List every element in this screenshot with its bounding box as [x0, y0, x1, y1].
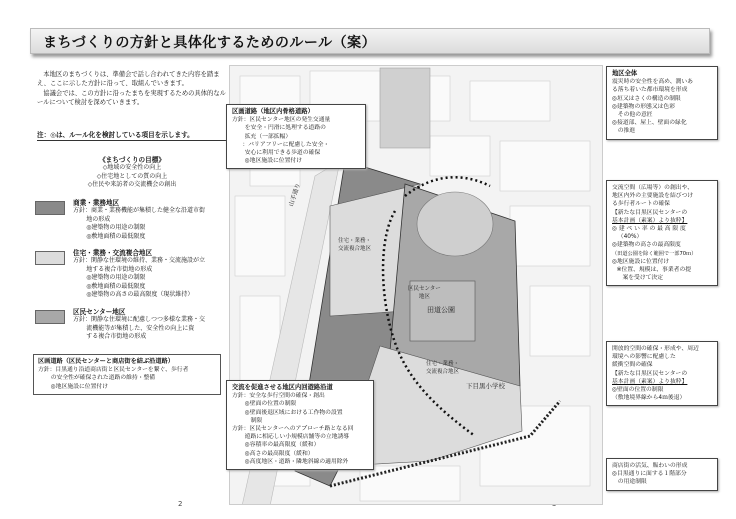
- callout-shopping: [606, 458, 718, 491]
- road-box-title: 区画道路（区民センターと商店街を結ぶ沿道路）: [38, 358, 174, 365]
- zone-line: ◎敷地面積の最低限度: [86, 232, 146, 240]
- callout-line: ◎目黒通りに面する１階部分: [612, 471, 687, 478]
- road-box-shopping: [33, 354, 221, 395]
- callout-line: 基本計画（素案）より抜粋】: [612, 378, 688, 385]
- callout-line: （敷地境界線から4ｍ後退）: [612, 395, 686, 402]
- intro-paragraph-2: 協議会では、この方針に沿ったまちを実現するための具体的なルールについて検討を深めていきます。: [37, 89, 226, 107]
- callout-line: ◎高さの最高限度（緩和）: [244, 450, 314, 457]
- zone-swatch: [35, 251, 65, 265]
- callout-title: 地区全体: [612, 70, 638, 77]
- callout-line: ◎容積率の最高限度（緩和）: [244, 442, 320, 449]
- map-label-mixed-north: 住宅・業務・ 交流複合地区: [338, 238, 372, 252]
- map-label-den-park: 田道公園: [427, 306, 455, 314]
- callout-line: ◎建築物の形態又は色彩: [612, 103, 676, 110]
- page-number-left: 2: [178, 500, 183, 508]
- zone-title: 区民センター地区: [73, 308, 126, 316]
- map-plaza-circle: [417, 192, 493, 256]
- zone-title: 商業・業務地区: [73, 199, 120, 207]
- callout-line: 地区内外の主要施設を結びつけ: [612, 193, 694, 200]
- callout-line: る歩行者ルートの確保: [612, 201, 670, 208]
- road-box-line: の安全性が確保された道路の維持・整備: [50, 375, 156, 382]
- callout-line: ◎ 建 ぺ い 率 の 最 高 限 度: [612, 226, 686, 233]
- callout-line: （40%）: [617, 234, 643, 241]
- title-bar: [30, 28, 710, 54]
- callout-road-inner: [226, 104, 366, 169]
- map-label-center: 区民センター 地区: [408, 286, 441, 300]
- callout-line: ◎垣又はさくの構造の制限: [612, 95, 681, 102]
- callout-line: 方針：安全な歩行空間の確保・創出: [232, 393, 325, 400]
- goals-block: [40, 156, 224, 190]
- callout-line: 案を受けて決定: [622, 275, 664, 282]
- zone-commercial: [35, 199, 225, 241]
- callout-line: ◎壁面後退区域における工作物の設置: [244, 409, 343, 416]
- zone-center: [35, 308, 225, 342]
- callout-line: の推進: [617, 128, 636, 135]
- callout-line: ◎壁面の位置の制限: [244, 401, 297, 408]
- callout-plaza: [606, 180, 718, 286]
- zone-line: ◎建築物の用途の制限: [86, 274, 146, 282]
- callout-title: 区画道路（地区内骨格道路）: [232, 108, 314, 115]
- callout-line: 制限: [250, 417, 263, 424]
- callout-line: ◎地区施設に位置付け: [244, 158, 302, 165]
- callout-line: ※位置、規模は、事業者の提: [616, 267, 692, 274]
- callout-line: ◎建築物の高さの最高限度: [612, 242, 681, 249]
- goal-item: ◇住民や来訪者の交流機会の創出: [87, 181, 177, 189]
- map-label-yamate: 山手通り: [287, 182, 302, 208]
- callout-line: 基本計画（素案）より抜粋】: [612, 217, 688, 224]
- zone-line: 流機能等が集積した、安全性の向上に資: [86, 324, 195, 332]
- callout-line: 【新たな目黒区民センターの: [612, 370, 688, 377]
- callout-line: ◎接道部、屋上、壁面の緑化: [612, 120, 687, 127]
- page-title: まちづくりの方針と具体化するためのルール（案）: [43, 35, 377, 51]
- zone-line: ◎敷地面積の最低限度: [86, 282, 146, 290]
- callout-line: 遊路に相応しい小規模店舗等の立地誘導: [244, 434, 350, 441]
- intro-text: [37, 70, 227, 108]
- callout-line: 震災時の安全性を高め、潤いあ: [612, 79, 693, 86]
- callout-line: る落ち着いた都市環境を形成: [612, 87, 688, 94]
- note-text: 注：◎は、ルール化を検討している項目を示します。: [37, 129, 227, 141]
- callout-line: 方針：区民センター地区の発生交通量: [232, 117, 331, 124]
- callout-title: 交流を促進させる地区内回遊路沿道: [232, 384, 333, 391]
- callout-line: 拡充（一部拡幅）: [244, 133, 292, 140]
- goal-item: ◇地域の安全性の向上: [102, 164, 162, 172]
- zone-swatch: [35, 310, 65, 324]
- callout-open-space: [606, 341, 718, 406]
- map-label-school: 下目黒小学校: [466, 382, 505, 390]
- callout-line: 方針：区民センターへのアプローチ路となる回: [232, 426, 354, 433]
- zone-line: 方針：閑静な住環境の維持、業務・交流施設が立: [73, 257, 206, 265]
- road-box-line: 方針：目黒通り沿道商店街と区民センターを繋ぐ、歩行者: [38, 367, 189, 374]
- goal-item: ◇住宅地としての質の向上: [96, 172, 168, 180]
- zone-line: 地の形成: [86, 215, 111, 223]
- callout-line: ◎地区施設に位置付け: [612, 258, 670, 265]
- road-box-line: ◎地区施設に位置付け: [50, 383, 108, 390]
- callout-line: その他の意匠: [617, 112, 653, 119]
- callout-line: 安心に利用できる歩道の確保: [244, 150, 321, 157]
- callout-line: 【新たな目黒区民センターの: [612, 209, 688, 216]
- goals-heading: 《まちづくりの目標》: [99, 156, 165, 164]
- zone-swatch: [35, 201, 65, 215]
- callout-line: 交流空間（広場等）の創出や、: [612, 185, 694, 191]
- callout-line: （田道公園を除く範囲で一部70ｍ）: [612, 250, 697, 257]
- map-large-building: [380, 68, 430, 148]
- callout-line: の用途制限: [617, 479, 647, 486]
- zone-title: 住宅・業務・交流複合地区: [73, 249, 153, 257]
- map-label-mixed-south: 住宅・業務・ 交流複合地区: [426, 361, 460, 375]
- callout-line: 環境への影響に配慮した: [612, 354, 676, 361]
- callout-line: 緩衝空間の確保: [612, 362, 653, 369]
- callout-district: [606, 66, 718, 140]
- callout-exchange-route: [226, 380, 374, 470]
- callout-line: ：バリアフリーに配慮した安全・: [242, 141, 330, 148]
- intro-paragraph-1: 本地区のまちづくりは、準備会で話し合われてきた内容を踏まえ、ここに示した方針に沿って、取組んでいきます。: [37, 71, 220, 88]
- callout-line: ◎高度地区・道路・隣地斜線の適用除外: [244, 458, 349, 465]
- zone-line: ◎建築物の高さの最高限度（現状維持）: [86, 291, 194, 299]
- zone-line: 地する複合市街地の形成: [86, 265, 153, 273]
- zone-line: する複合市街地の形成: [86, 333, 147, 341]
- zone-line: 方針：商業・業務機能が集積した健全な沿道市街: [73, 207, 206, 215]
- zone-line: ◎建築物の用途の制限: [86, 224, 146, 232]
- callout-line: 商店街の活気、賑わいの形成: [612, 463, 688, 469]
- zone-line: 方針：閑静な住環境に配慮しつつ多様な業務・交: [73, 316, 206, 324]
- zone-mixed: [35, 249, 225, 299]
- callout-line: を安全・円滑に処理する道路の: [244, 125, 326, 132]
- callout-line: 開放的空間の確保・形成や、周辺: [612, 346, 699, 352]
- callout-line: ◎壁面の位置の制限: [612, 387, 664, 394]
